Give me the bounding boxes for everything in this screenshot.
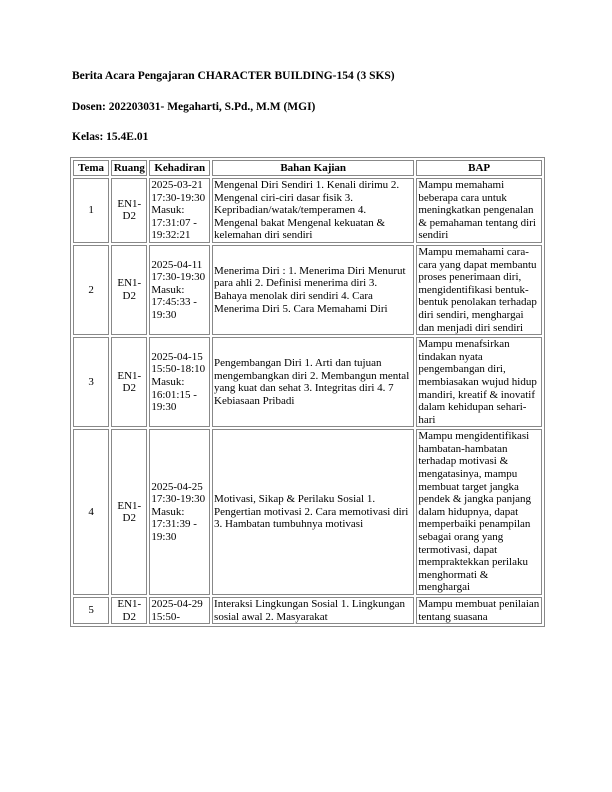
teaching-record-table bbox=[70, 157, 545, 627]
table-row bbox=[73, 337, 542, 427]
cell-tema: 4 bbox=[73, 429, 109, 595]
cell-bap: Mampu menafsirkan tindakan nyata pengembangan diri, membiasakan wujud hidup mandiri, kreatif & inovatif dalam kehidupan sehari-hari bbox=[416, 337, 542, 427]
cell-bap: Mampu memahami cara-cara yang dapat membantu proses penerimaan diri, mengidentifikasi bentuk-bentuk penolakan terhadap diri sendiri, menghargai dan menjadi diri sendiri bbox=[416, 245, 542, 335]
cell-bap: Mampu mengidentifikasi hambatan-hambatan terhadap motivasi & mengatasinya, mampu membuat target jangka pendek & jangka panjang dalam hidupnya, dapat memperbaiki penampilan sebagai orang yang termotivasi, dapat mempraktekkan perilaku menghormati & menghargai bbox=[416, 429, 542, 595]
cell-bahan-kajian: Mengenal Diri Sendiri 1. Kenali dirimu 2. Mengenal ciri-ciri dasar fisik 3. Kepribadian/watak/temperamen 4. Mengenal bakat Mengenal kekuatan & kelemahan diri sendiri bbox=[212, 178, 414, 243]
class-line: Kelas: 15.4E.01 bbox=[72, 131, 149, 143]
cell-ruang: EN1-D2 bbox=[111, 337, 147, 427]
cell-ruang: EN1-D2 bbox=[111, 429, 147, 595]
lecturer-line: Dosen: 202203031- Megaharti, S.Pd., M.M (MGI) bbox=[72, 101, 316, 113]
cell-tema: 5 bbox=[73, 597, 109, 624]
cell-bahan-kajian: Interaksi Lingkungan Sosial 1. Lingkungan sosial awal 2. Masyarakat bbox=[212, 597, 414, 624]
cell-ruang: EN1-D2 bbox=[111, 178, 147, 243]
table-row bbox=[73, 245, 542, 335]
table-header-row bbox=[73, 160, 542, 176]
cell-bahan-kajian: Pengembangan Diri 1. Arti dan tujuan mengembangkan diri 2. Membangun mental yang kuat dan sehat 3. Integritas diri 4. 7 Kebiasaan Pribadi bbox=[212, 337, 414, 427]
cell-bap: Mampu membuat penilaian tentang suasana bbox=[416, 597, 542, 624]
cell-kehadiran: 2025-04-29 15:50- bbox=[149, 597, 210, 624]
cell-tema: 1 bbox=[73, 178, 109, 243]
column-header-kehadiran: Kehadiran bbox=[149, 160, 210, 176]
cell-kehadiran: 2025-04-25 17:30-19:30 Masuk: 17:31:39 - 19:30 bbox=[149, 429, 210, 595]
document-title: Berita Acara Pengajaran CHARACTER BUILDING-154 (3 SKS) bbox=[72, 70, 395, 82]
table-row bbox=[73, 597, 542, 624]
column-header-tema: Tema bbox=[73, 160, 109, 176]
cell-bap: Mampu memahami beberapa cara untuk meningkatkan pengenalan & pemahaman tentang diri sendiri bbox=[416, 178, 542, 243]
cell-tema: 3 bbox=[73, 337, 109, 427]
cell-bahan-kajian: Menerima Diri : 1. Menerima Diri Menurut para ahli 2. Definisi menerima diri 3. Bahaya menolak diri sendiri 4. Cara Menerima Diri 5. Cara Memahami Diri bbox=[212, 245, 414, 335]
table-row bbox=[73, 178, 542, 243]
column-header-ruang: Ruang bbox=[111, 160, 147, 176]
cell-kehadiran: 2025-03-21 17:30-19:30 Masuk: 17:31:07 - 19:32:21 bbox=[149, 178, 210, 243]
column-header-bahan-kajian: Bahan Kajian bbox=[212, 160, 414, 176]
table-row bbox=[73, 429, 542, 595]
column-header-bap: BAP bbox=[416, 160, 542, 176]
cell-kehadiran: 2025-04-15 15:50-18:10 Masuk: 16:01:15 - 19:30 bbox=[149, 337, 210, 427]
cell-tema: 2 bbox=[73, 245, 109, 335]
cell-kehadiran: 2025-04-11 17:30-19:30 Masuk: 17:45:33 - 19:30 bbox=[149, 245, 210, 335]
cell-ruang: EN1-D2 bbox=[111, 597, 147, 624]
cell-ruang: EN1-D2 bbox=[111, 245, 147, 335]
cell-bahan-kajian: Motivasi, Sikap & Perilaku Sosial 1. Pengertian motivasi 2. Cara memotivasi diri 3. Hambatan tumbuhnya motivasi bbox=[212, 429, 414, 595]
